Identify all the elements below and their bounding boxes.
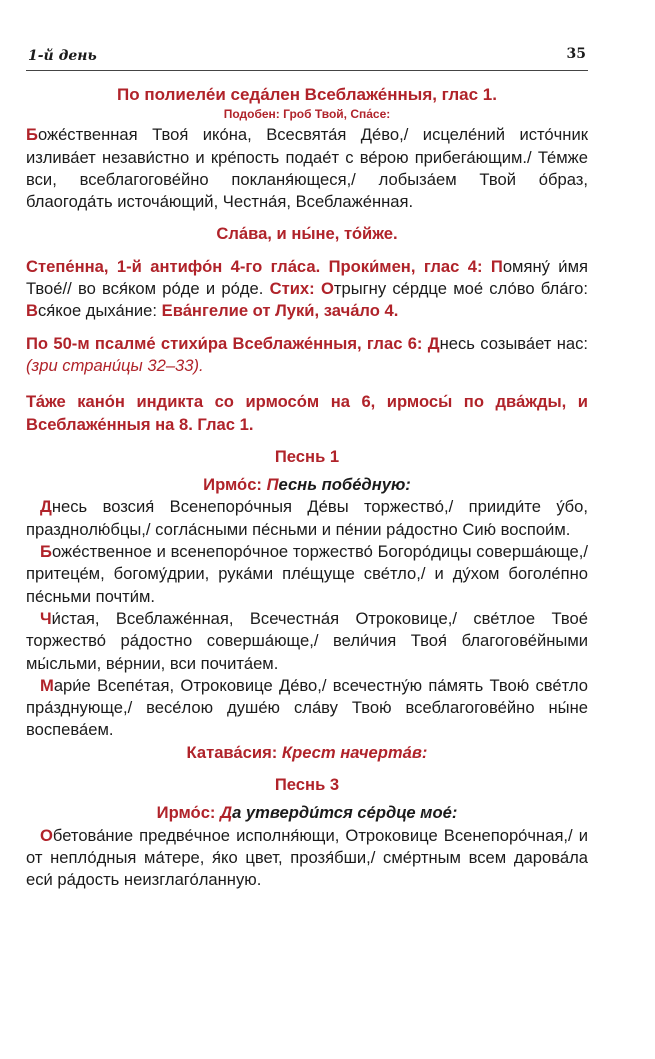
song3-title: Песнь 3 bbox=[274, 775, 340, 795]
drop-initial: Б bbox=[26, 125, 38, 145]
troparion bbox=[26, 541, 588, 608]
prokimen-text: омяну́ и́мя Твое́// во вся́ком ро́де и ро́де. bbox=[26, 256, 588, 299]
page-reference: (зри страни́цы 32–33). bbox=[26, 355, 204, 375]
gospel-reading: Ева́нгелие от Луки́, зача́ло 4. bbox=[161, 301, 399, 321]
stepenna-heading: Степе́нна, 1-й антифо́н 4-го гла́са. Проки́мен, глас 4: bbox=[26, 256, 483, 276]
po50-text: несь созыва́ет нас: bbox=[439, 333, 588, 353]
irmos-label: Ирмо́с: bbox=[156, 803, 216, 823]
irmos-label: Ирмо́с: bbox=[203, 475, 262, 495]
drop-initial: П bbox=[490, 256, 503, 276]
drop-initial: Д bbox=[40, 497, 52, 517]
troparion-text: оже́ственное и всенепоро́чное торжество́ Богоро́дицы соверша́юще,/ притеце́м, богому́дрии, рука́ми пле́щуще све́тло,/ и ду́хом боголе́пно пе́сньми почти́м. bbox=[26, 542, 588, 606]
drop-initial: В bbox=[26, 301, 38, 321]
running-header bbox=[26, 44, 588, 71]
katavasia-line bbox=[26, 742, 588, 764]
song1-title: Песнь 1 bbox=[274, 446, 340, 466]
katavasia-text: Крест начерта́в: bbox=[281, 742, 428, 762]
drop-initial: О bbox=[320, 279, 334, 299]
troparion-text: несь возсия́ Всенепоро́чныя Де́вы торжество́,/ прииди́те у́бо, празднолю́бцы,/ согла́сными пе́сньми и пе́нии ра́достно Сию́ воспои́м. bbox=[26, 497, 588, 539]
troparion-text: ари́е Всепе́тая, Отроковице Де́во,/ всечестну́ю па́мять Твою́ све́тло пра́зднующе,/ весе́лою душе́ю сла́ву Твою́ всеблагогове́йно ны́не воспева́ем. bbox=[26, 675, 588, 740]
song3-irmos bbox=[26, 802, 588, 824]
page-body bbox=[26, 80, 588, 892]
troparion bbox=[26, 608, 588, 675]
sedalen-text bbox=[26, 124, 588, 213]
song1-irmos bbox=[26, 474, 588, 496]
stikh-label: Стих: bbox=[269, 279, 315, 299]
troparion-text: бетова́ние предве́чное исполня́ющи, Отроковице Всенепоро́чная,/ и от непло́дныя ма́тере, я́ко цвет, прозя́бши,/ сме́ртным всем дарова́ла еси́ ра́дость неизглаго́ланную. bbox=[26, 825, 588, 890]
stepenna-paragraph bbox=[26, 256, 588, 323]
drop-initial: М bbox=[40, 675, 54, 695]
podoben-line: Подобен: Гроб Твой, Спа́се: bbox=[223, 107, 391, 122]
sedalen-heading: По полиеле́и седа́лен Всеблаже́нныя, глас 1. bbox=[117, 85, 497, 104]
paragraph-text: оже́ственная Твоя́ ико́на, Всесвята́я Де́во,/ исцеле́ний исто́чник излива́ет незави́стно и кре́пость подае́т с ве́рою прибега́ющим./ Те́мже вси, всеблагогове́йно покланя́ющеся,/ лобыза́ем Твой о́браз, блаогода́ть источа́ющий, Честна́я, Всеблаже́нная. bbox=[26, 125, 588, 212]
drop-initial: Д bbox=[427, 333, 440, 353]
troparion bbox=[26, 496, 588, 541]
irmos-text: еснь побе́дную: bbox=[278, 475, 411, 495]
drop-initial: Д bbox=[220, 803, 233, 823]
slava-line: Сла́ва, и ны́не, то́йже. bbox=[216, 224, 398, 244]
po50-paragraph bbox=[26, 333, 588, 378]
troparion bbox=[26, 675, 588, 742]
katavasia-label: Катава́сия: bbox=[186, 742, 278, 762]
troparion bbox=[26, 825, 588, 892]
po50-heading: По 50-м псалме́ стихи́ра Всеблаже́нныя, глас 6: bbox=[26, 333, 423, 353]
irmos-text: а утверди́тся се́рдце мое́: bbox=[232, 803, 458, 823]
drop-initial: О bbox=[40, 825, 53, 845]
drop-initial: П bbox=[266, 475, 279, 495]
page-number: 35 bbox=[566, 46, 586, 62]
vsyakoe-text: ся́кое дыха́ние: bbox=[37, 301, 158, 321]
troparion-text: и́стая, Всеблаже́нная, Всечестна́я Отроковице,/ све́тлое Твое́ торжество́ ра́достно соверша́юще,/ вели́чия Твоя́ благогове́йными мы́сльми, ве́рнии, вси почита́ем. bbox=[26, 608, 588, 673]
running-title: 1-й день bbox=[28, 48, 97, 64]
drop-initial: Ч bbox=[40, 608, 52, 628]
stikh-text: трыгну се́рдце мое́ сло́во бла́го: bbox=[333, 279, 588, 299]
canon-intro: Та́же кано́н индикта со ирмосо́м на 6, ирмосы́ по два́жды, и Всеблаже́нныя на 8. Глас 1. bbox=[26, 392, 588, 434]
drop-initial: Б bbox=[40, 542, 52, 562]
